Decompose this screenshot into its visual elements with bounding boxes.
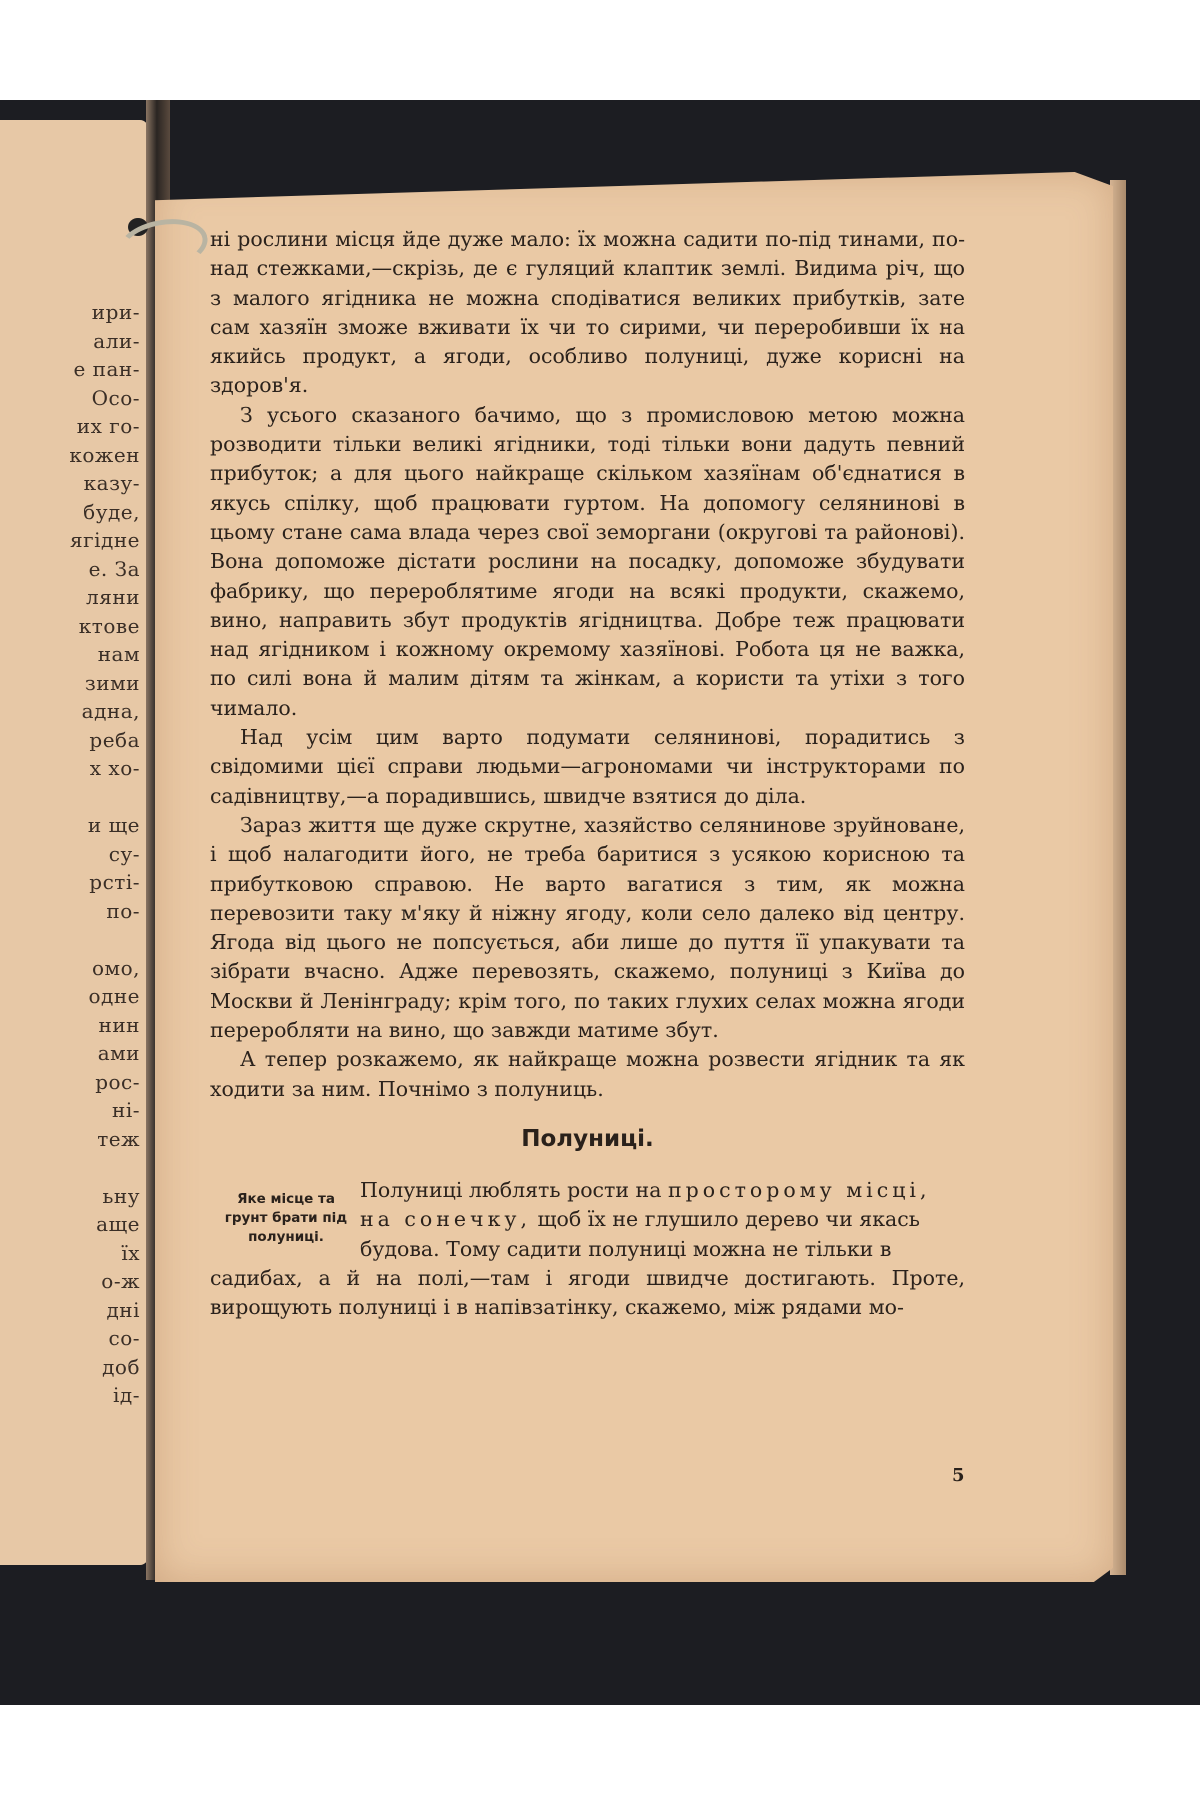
left-page-fragment: х хо-	[89, 756, 140, 780]
spaced-text: на сонечку,	[360, 1207, 531, 1232]
left-page-fragment: дні	[106, 1297, 140, 1322]
paragraph: Над усім цим варто подумати селянинові, порадитись з свідомими цієї справи людьми—агрономами чи інструкторами по садівництву,—а порадившись, швидче взятися до діла.	[210, 725, 965, 808]
left-page-fragment: реба	[89, 727, 140, 752]
left-page-fragment: аще	[96, 1212, 140, 1236]
section-heading: Полуниці.	[521, 1126, 654, 1152]
paragraph: А тепер розкажемо, як найкраще можна розвести ягідник та як ходити за ним. Почнімо з полуниць.	[210, 1047, 965, 1101]
left-page-fragment: о-ж	[101, 1269, 140, 1293]
left-page-fragment: али-	[93, 328, 140, 353]
left-page-fragment: доб	[102, 1354, 140, 1379]
left-page-fragment: е. За	[88, 556, 140, 581]
left-page-fragment: и ще	[87, 813, 140, 837]
left-page-fragment: ири-	[91, 300, 140, 324]
left-page-fragment: нам	[97, 642, 140, 666]
left-page-fragment: нин	[98, 1012, 140, 1037]
left-page-fragment: по-	[106, 898, 140, 923]
left-page-fragment: рсті-	[89, 870, 140, 894]
left-page-fragment: адна,	[81, 699, 140, 723]
left-page-fragment: ами	[97, 1041, 140, 1065]
body-text	[210, 225, 965, 1104]
left-page-fragment: омо,	[92, 955, 140, 980]
margin-note: Яке місце та грунт брати під полуниці.	[224, 1191, 348, 1245]
left-page-fragment: одне	[88, 984, 140, 1008]
left-page-fragment: ід-	[113, 1383, 140, 1407]
left-page-fragment: е пан-	[73, 357, 140, 381]
paragraph: З усього сказаного бачимо, що з промисловою метою можна розводити тільки великі ягідники, тоді тільки вони дадуть певний прибуток; а для цього найкраще скільком хазяїнам об'єднатися в якусь спілку, щоб працювати гуртом. На допомогу селянинові в цьому стане сама влада через свої земоргани (округові та районові). Вона допоможе дістати рослини на посадку, допоможе збудувати фабрику, що перероблятиме ягоди на всякі продукти, скажемо, вино, направить збут продуктів ягідництва. Добре теж працювати над ягідником і кожному окремому хазяїнові. Робота ця не важка, по силі вона й малим дітям та жінкам, а користи та утіхи з того чимало.	[210, 402, 965, 720]
text-run: Полуниці люблять рости на	[360, 1178, 668, 1202]
text-run: щоб їх не глушило дерево чи якась	[530, 1207, 920, 1232]
left-page-fragment: зими	[84, 670, 140, 695]
left-page-fragment: Осо-	[91, 385, 140, 410]
section-line: садибах, а й на полі,—там і ягоди швидче достигають. Проте, вирощують полуниці і в напівзатінку, скажемо, між рядами мо-	[210, 1265, 965, 1320]
left-page-fragment: буде,	[83, 499, 140, 524]
left-page-fragment: ляни	[86, 585, 140, 609]
spaced-text: просторому місці,	[667, 1178, 931, 1202]
left-page-fragment: ні-	[112, 1098, 140, 1122]
paragraph: ні рослини місця йде дуже мало: їх можна садити по-під тинами, по-над стежками,—скрізь, де є гуляций клаптик землі. Видима річ, що з малого ягідника не можна сподіватися великих прибутків, зате сам хазяїн зможе вживати їх чи то сирими, чи переробивши їх на якийсь продукт, а ягоди, особливо полуниці, дуже корисні на здоров'я.	[210, 227, 965, 398]
left-page-fragment: їх	[121, 1240, 140, 1265]
left-page-fragment: казу-	[83, 471, 140, 495]
left-page-fragment: су-	[108, 841, 140, 866]
left-page-fragment: теж	[97, 1126, 140, 1151]
left-page-fragment: со-	[108, 1326, 140, 1350]
section-line	[360, 1205, 965, 1234]
previous-page	[0, 120, 148, 1565]
paragraph: Зараз життя ще дуже скрутне, хазяйство селянинове зруйноване, і щоб налагодити його, не треба баритися з усякою корисною та прибутковою справою. Не варто вагатися з тим, як можна перевозити таку м'яку й ніжну ягоду, коли село далеко від центру. Ягода від цього не попсується, аби лише до пуття її упакувати та зібрати вчасно. Адже перевозять, скажемо, полуниці з Київа до Москви й Ленінграду; крім того, по таких глухих селах можна ягоди переробляти на вино, що завжди матиме збут.	[210, 812, 965, 1043]
section-line	[360, 1176, 965, 1205]
left-page-fragment: ктове	[78, 613, 140, 638]
section-line: будова. Тому садити полуниці можна не тільки в	[360, 1236, 892, 1261]
left-page-fragment: их го-	[76, 414, 140, 438]
left-page-fragment: ьну	[102, 1183, 140, 1208]
left-page-fragment: кожен	[69, 442, 140, 467]
left-page-fragment: ягідне	[70, 528, 140, 552]
page-number: 5	[952, 1465, 965, 1486]
section-paragraph	[210, 1176, 965, 1322]
left-page-fragment: рос-	[95, 1069, 140, 1094]
